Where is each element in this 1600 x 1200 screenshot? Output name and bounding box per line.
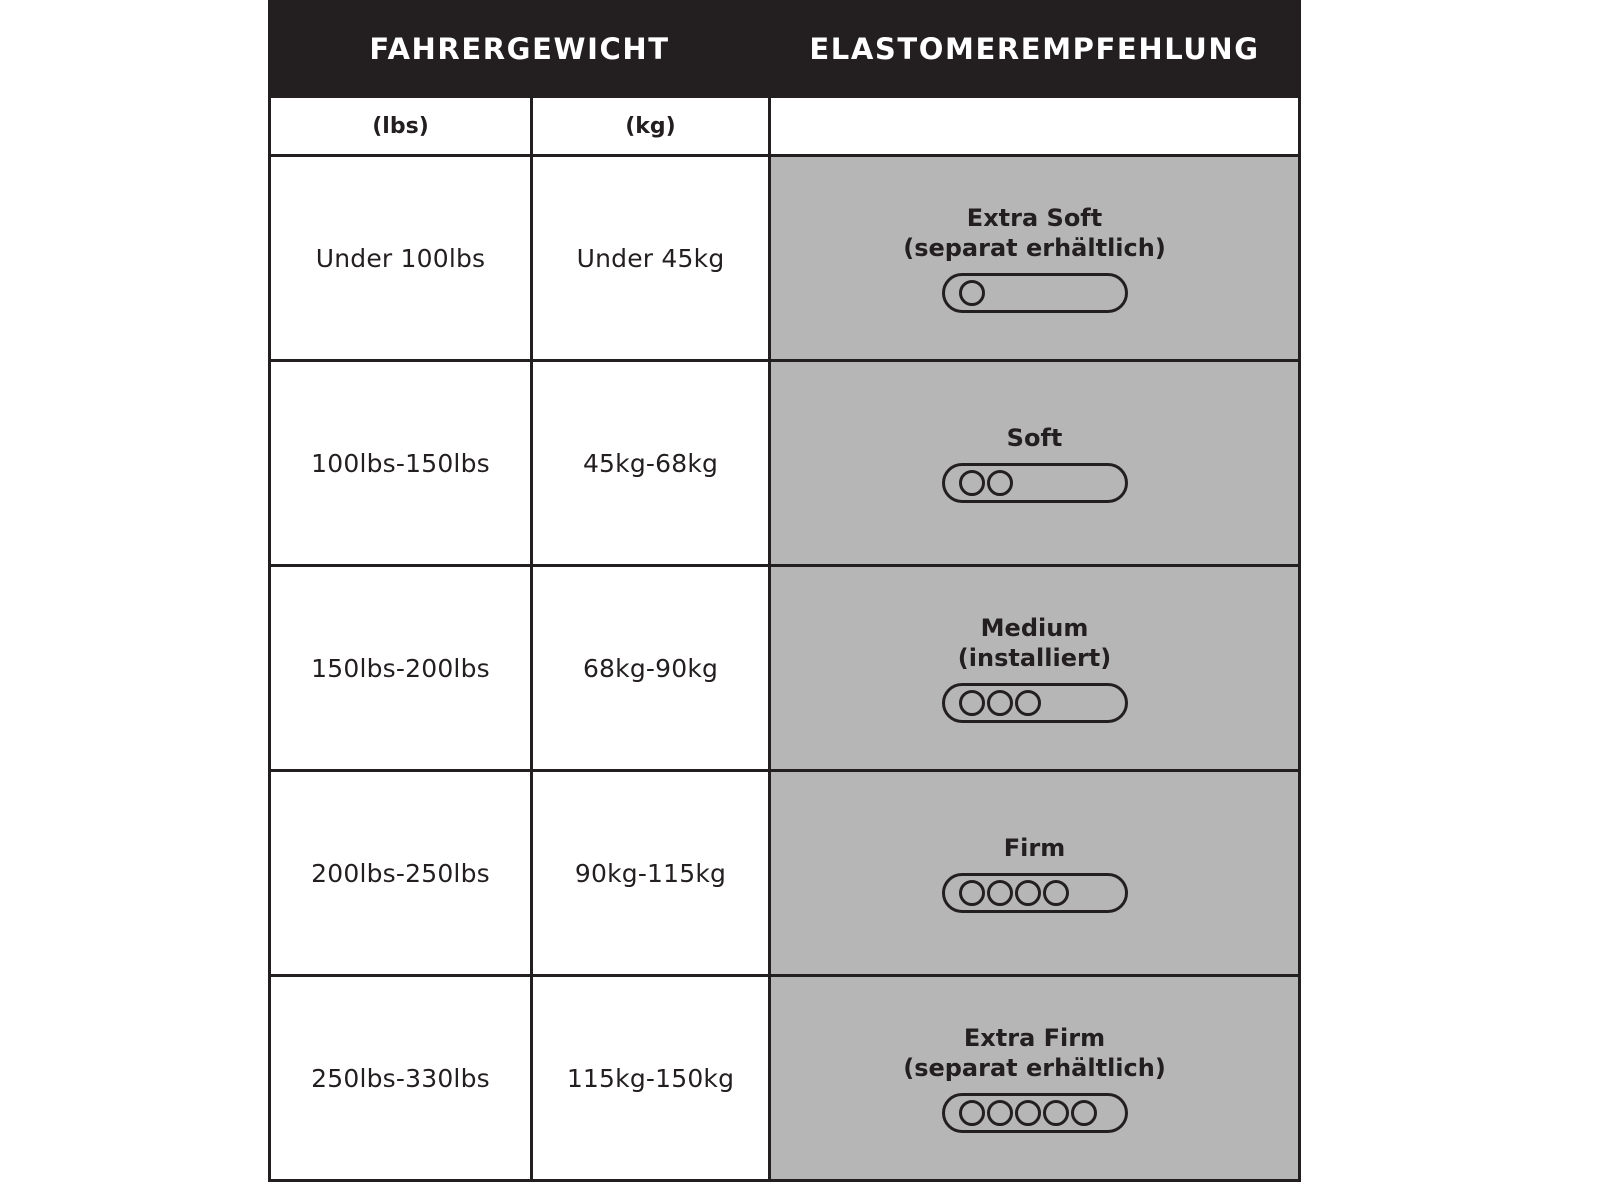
dot-icon [987, 470, 1013, 496]
units-cell-empty [770, 97, 1300, 156]
cell-recommendation [770, 566, 1300, 771]
elastomer-recommendation-table [268, 0, 1301, 1182]
dot-icon [959, 690, 985, 716]
cell-recommendation [770, 976, 1300, 1181]
cell-weight-kg: 115kg-150kg [532, 976, 770, 1181]
cell-weight-lbs: 200lbs-250lbs [270, 771, 532, 976]
dot-icon [1015, 1100, 1041, 1126]
recommendation-note: (separat erhältlich) [903, 1054, 1166, 1082]
elastomer-dots-icon [942, 683, 1128, 723]
recommendation-label [1004, 833, 1065, 863]
dot-icon [987, 690, 1013, 716]
table-row [270, 361, 1300, 566]
dot-icon [987, 1100, 1013, 1126]
recommendation-name: Extra Firm [963, 1023, 1106, 1052]
dot-icon [1071, 1100, 1097, 1126]
dot-icon [959, 280, 985, 306]
table-row [270, 566, 1300, 771]
recommendation-note: (installiert) [957, 644, 1112, 672]
dot-icon [1043, 1100, 1069, 1126]
cell-recommendation [770, 771, 1300, 976]
recommendation-name: Extra Soft [966, 203, 1103, 232]
units-lbs-label: (lbs) [372, 113, 429, 139]
recommendation-name: Soft [1006, 423, 1063, 452]
table-row [270, 976, 1300, 1181]
recommendation-label [1007, 423, 1063, 453]
elastomer-dots-icon [942, 463, 1128, 503]
elastomer-dots-icon [942, 273, 1128, 313]
cell-weight-lbs: Under 100lbs [270, 156, 532, 361]
recommendation-note: (separat erhältlich) [903, 234, 1166, 262]
cell-weight-kg: 45kg-68kg [532, 361, 770, 566]
units-kg-label: (kg) [625, 113, 676, 139]
table-row [270, 156, 1300, 361]
cell-weight-kg: Under 45kg [532, 156, 770, 361]
elastomer-dots-icon [942, 1093, 1128, 1133]
cell-weight-kg: 68kg-90kg [532, 566, 770, 771]
table-units-row [270, 97, 1300, 156]
cell-weight-lbs: 250lbs-330lbs [270, 976, 532, 1181]
units-cell-lbs [270, 97, 532, 156]
header-cell-elastomer-recommendation [770, 2, 1300, 97]
header-cell-rider-weight [270, 2, 770, 97]
units-cell-kg [532, 97, 770, 156]
cell-weight-lbs: 150lbs-200lbs [270, 566, 532, 771]
elastomer-dots-icon [942, 873, 1128, 913]
dot-icon [959, 1100, 985, 1126]
dot-icon [1015, 690, 1041, 716]
cell-weight-kg: 90kg-115kg [532, 771, 770, 976]
header-rider-weight-label: FAHRERGEWICHT [369, 32, 670, 66]
recommendation-label [903, 1023, 1166, 1083]
dot-icon [959, 880, 985, 906]
header-elastomer-recommendation-label: ELASTOMEREMPFEHLUNG [809, 32, 1260, 66]
dot-icon [987, 880, 1013, 906]
dot-icon [1015, 880, 1041, 906]
dot-icon [1043, 880, 1069, 906]
recommendation-name: Firm [1003, 833, 1066, 862]
recommendation-label [958, 613, 1111, 673]
table-row [270, 771, 1300, 976]
recommendation-label [903, 203, 1166, 263]
recommendation-name: Medium [980, 613, 1089, 642]
dot-icon [959, 470, 985, 496]
cell-recommendation [770, 156, 1300, 361]
table-header-row [270, 2, 1300, 97]
chart-container [268, 0, 1298, 1160]
cell-recommendation [770, 361, 1300, 566]
cell-weight-lbs: 100lbs-150lbs [270, 361, 532, 566]
